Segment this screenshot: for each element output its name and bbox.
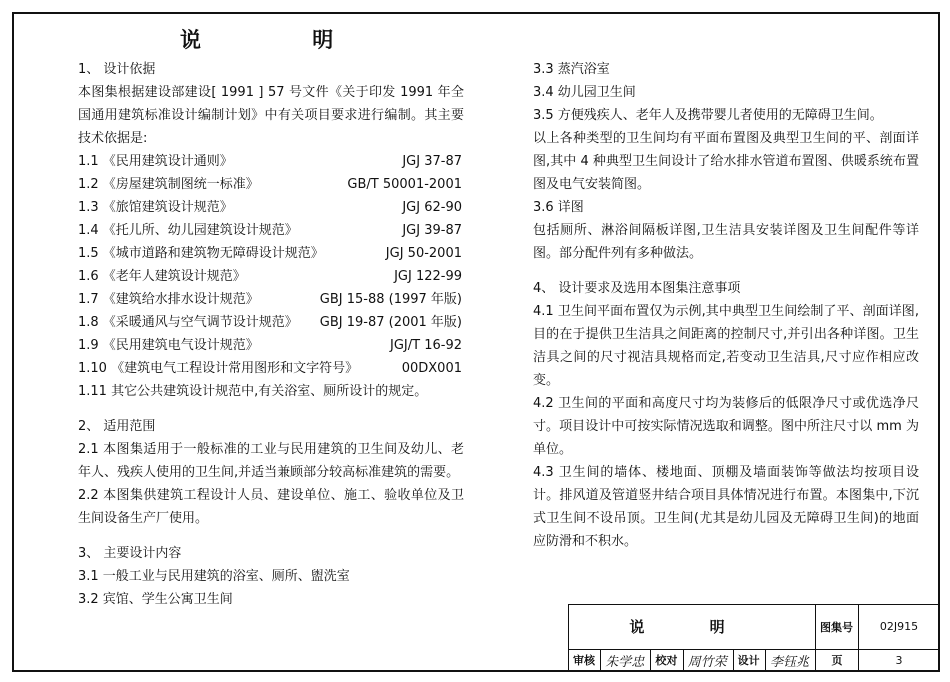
standard-code: 00DX001 bbox=[401, 361, 462, 376]
section-2-1: 2.1 本图集适用于一般标准的工业与民用建筑的卫生间及幼儿、老年人、残疾人使用的卫生间,并适当兼顾部分较高标准建筑的需要。 bbox=[78, 442, 464, 480]
standard-title: 1.7 《建筑给水排水设计规范》 bbox=[78, 292, 259, 307]
standard-item bbox=[52, 150, 464, 173]
section-1-paragraph: 本图集根据建设部建设[ 1991 ] 57 号文件《关于印发 1991 年全国通用建筑标准设计编制计划》中有关项目要求进行编制。其主要技术依据是: bbox=[78, 85, 464, 146]
standard-code: GBJ 19-87 (2001 年版) bbox=[319, 315, 462, 330]
standard-item bbox=[52, 219, 464, 242]
standard-code: JGJ 37-87 bbox=[402, 154, 462, 169]
set-number: 02J915 bbox=[859, 605, 940, 650]
right-column bbox=[507, 58, 919, 553]
section-3-2: 3.2 宾馆、学生公寓卫生间 bbox=[78, 592, 233, 607]
section-3-4: 3.4 幼儿园卫生间 bbox=[533, 85, 636, 100]
title-block-name: 说 明 bbox=[569, 605, 816, 650]
standard-code: JGJ 39-87 bbox=[402, 223, 462, 238]
standard-title: 1.10 《建筑电气工程设计常用图形和文字符号》 bbox=[78, 361, 359, 376]
section-3-paragraph: 以上各种类型的卫生间均有平面布置图及典型卫生间的平、剖面详图,其中 4 种典型卫生间设计了给水排水管道布置图、供暖系统布置图及电气安装简图。 bbox=[533, 131, 919, 192]
standard-title: 1.2 《房屋建筑制图统一标准》 bbox=[78, 177, 259, 192]
spacer bbox=[507, 265, 919, 277]
title-block bbox=[568, 604, 940, 672]
standard-title: 1.5 《城市道路和建筑物无障碍设计规范》 bbox=[78, 246, 324, 261]
section-3-3: 3.3 蒸汽浴室 bbox=[533, 62, 610, 77]
standard-code: JGJ 50-2001 bbox=[385, 246, 462, 261]
section-2-heading: 2、 适用范围 bbox=[78, 419, 156, 434]
standard-item bbox=[52, 311, 464, 334]
standard-item bbox=[52, 196, 464, 219]
page-number: 3 bbox=[859, 649, 940, 671]
standard-code: JGJ/T 16-92 bbox=[390, 338, 462, 353]
standard-code: JGJ 62-90 bbox=[402, 200, 462, 215]
check-signature: 周竹荣 bbox=[683, 649, 733, 671]
standard-code: GBJ 15-88 (1997 年版) bbox=[319, 292, 462, 307]
standard-code: GB/T 50001-2001 bbox=[347, 177, 462, 192]
section-3-6: 3.6 详图 bbox=[533, 200, 584, 215]
standard-item-1-11: 1.11 其它公共建筑设计规范中,有关浴室、厕所设计的规定。 bbox=[78, 384, 428, 399]
section-4-3: 4.3 卫生间的墙体、楼地面、顶棚及墙面装饰等做法均按项目设计。排风道及管道竖井结合项目具体情况进行布置。本图集中,下沉式卫生间不设吊顶。卫生间(尤其是幼儿园及无障碍卫生间)的地面应防滑和不积水。 bbox=[533, 465, 919, 549]
check-label: 校对 bbox=[651, 649, 683, 671]
standard-title: 1.3 《旅馆建筑设计规范》 bbox=[78, 200, 233, 215]
standard-item bbox=[52, 242, 464, 265]
design-label: 设计 bbox=[733, 649, 765, 671]
standard-title: 1.6 《老年人建筑设计规范》 bbox=[78, 269, 246, 284]
standard-item bbox=[52, 334, 464, 357]
design-signature: 李钰兆 bbox=[765, 649, 815, 671]
spacer bbox=[52, 530, 464, 542]
standard-title: 1.9 《民用建筑电气设计规范》 bbox=[78, 338, 259, 353]
section-3-5: 3.5 方便残疾人、老年人及携带婴儿者使用的无障碍卫生间。 bbox=[533, 108, 883, 123]
spacer bbox=[52, 403, 464, 415]
page-title: 说 明 bbox=[180, 28, 386, 52]
standard-title: 1.4 《托儿所、幼儿园建筑设计规范》 bbox=[78, 223, 298, 238]
standard-code: JGJ 122-99 bbox=[394, 269, 462, 284]
standard-item bbox=[52, 357, 464, 380]
standard-title: 1.8 《采暖通风与空气调节设计规范》 bbox=[78, 315, 298, 330]
standard-item bbox=[52, 288, 464, 311]
review-label: 审核 bbox=[569, 649, 601, 671]
section-3-6-paragraph: 包括厕所、淋浴间隔板详图,卫生洁具安装详图及卫生间配件等详图。部分配件列有多种做法。 bbox=[533, 223, 919, 261]
review-signature: 朱学忠 bbox=[601, 649, 651, 671]
section-3-1: 3.1 一般工业与民用建筑的浴室、厕所、盥洗室 bbox=[78, 569, 350, 584]
section-1-heading: 1、 设计依据 bbox=[78, 62, 156, 77]
section-4-1: 4.1 卫生间平面布置仅为示例,其中典型卫生间绘制了平、剖面详图,目的在于提供卫生洁具之间距离的控制尺寸,并引出各种详图。卫生洁具之间的尺寸视洁具规格而定,若变动卫生洁具,尺寸应作相应改变。 bbox=[533, 304, 919, 388]
standard-item bbox=[52, 265, 464, 288]
standard-item bbox=[52, 173, 464, 196]
set-number-label: 图集号 bbox=[816, 605, 859, 650]
standards-list bbox=[52, 150, 464, 380]
left-column bbox=[52, 58, 464, 611]
page-label: 页 bbox=[816, 649, 859, 671]
section-3-heading: 3、 主要设计内容 bbox=[78, 546, 182, 561]
section-4-2: 4.2 卫生间的平面和高度尺寸均为装修后的低限净尺寸或优选净尺寸。项目设计中可按实际情况选取和调整。图中所注尺寸以 mm 为单位。 bbox=[533, 396, 919, 457]
section-2-2: 2.2 本图集供建筑工程设计人员、建设单位、施工、验收单位及卫生间设备生产厂使用。 bbox=[78, 488, 464, 526]
section-4-heading: 4、 设计要求及选用本图集注意事项 bbox=[533, 281, 741, 296]
standard-title: 1.1 《民用建筑设计通则》 bbox=[78, 154, 233, 169]
